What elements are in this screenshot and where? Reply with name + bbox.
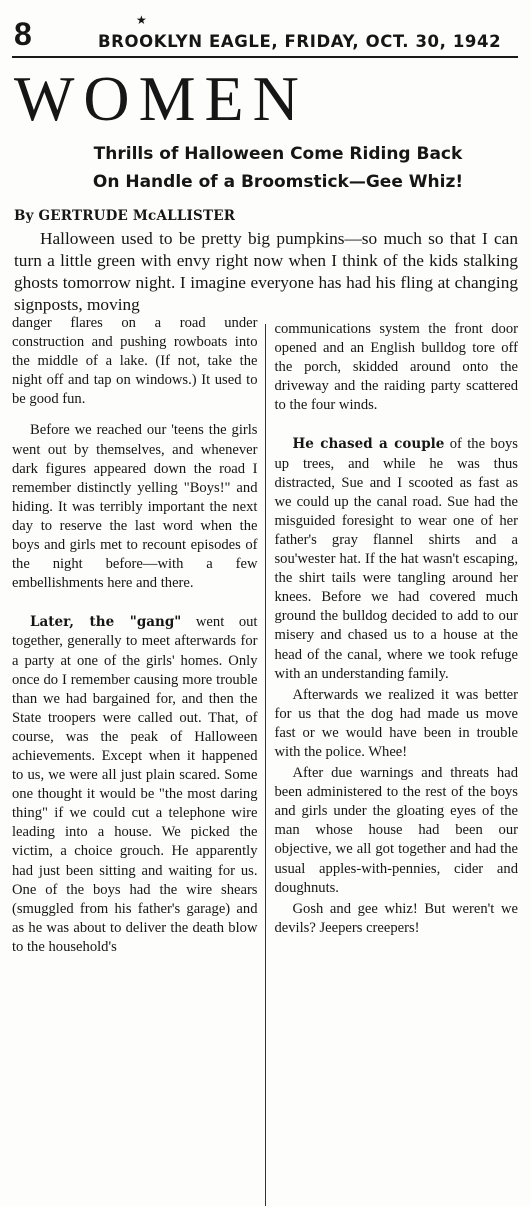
star-icon: ★ bbox=[136, 13, 148, 27]
right-column bbox=[265, 320, 518, 1206]
right-paragraph-3: Afterwards we realized it was better for us that the dog had made us move fast or we would have been in trouble with the police. Whee! bbox=[274, 686, 518, 760]
left-paragraph-3 bbox=[12, 613, 258, 957]
headline-line-1: Thrills of Halloween Come Riding Back bbox=[93, 144, 463, 164]
right-paragraph-1: communications system the front door opened and an English bulldog tore off the porch, skidded around onto the driveway and the raiding party scattered to the four winds. bbox=[274, 321, 518, 414]
left-paragraph-3-body: went out together, generally to meet afterwards for a party at one of the girls' homes. Only once do I remember causing more trouble than we had bargained for, and then the State troopers were called out. That, of course, was the peak of Halloween achievements. Except when it happened to us, we were all just plain scared. Some one thought it would be "the most daring thing" if we could cut a telephone wire leading into a house. We picked the victim, a choice grouch. He apparently had just been sitting and waiting for us. One of the boys had the wire shears (smuggled from his father's garage) and as he was about to deliver the death blow to the household's bbox=[12, 614, 258, 955]
section-title: WOMEN bbox=[14, 63, 308, 134]
right-paragraph-4: After due warnings and threats had been administered to the rest of the boys and girls under the gloating eyes of the man whose house had been our objective, we all got together and had the usual apples-with-pennies, cider and doughnuts. bbox=[274, 765, 518, 896]
masthead-rule bbox=[12, 56, 518, 58]
left-column bbox=[12, 314, 265, 1206]
masthead-publication-line bbox=[98, 13, 502, 51]
left-paragraph-3-lead-in: Later, the "gang" bbox=[30, 614, 182, 631]
article-columns bbox=[12, 316, 518, 1206]
article-byline: By GERTRUDE McALLISTER bbox=[14, 208, 236, 224]
publication-line-text: BROOKLYN EAGLE, FRIDAY, OCT. 30, 1942 bbox=[98, 32, 502, 51]
page-number: 8 bbox=[14, 16, 32, 52]
left-paragraph-1: danger flares on a road under construction and pushing rowboats into the middle of a lake. (If not, take the night off and tap on windows.) It used to be good fun. bbox=[12, 315, 258, 408]
right-paragraph-5: Gosh and gee whiz! But weren't we devils? Jeepers creepers! bbox=[274, 900, 518, 936]
headline-line-2: On Handle of a Broomstick—Gee Whiz! bbox=[92, 172, 464, 192]
left-paragraph-2: Before we reached our 'teens the girls went out by themselves, and whenever dark figures appeared down the road I remember distinctly yelling "Boys!" and hiding. It was terribly important the next day to reserve the last word when the boys and girls met to recount episodes of the night before—with a few embellishments here and there. bbox=[12, 422, 258, 592]
right-paragraph-2 bbox=[274, 435, 518, 683]
right-paragraph-2-body: of the boys up trees, and while he was thus distracted, Sue and I scooted as fast as we could up the canal road. Sue had the misguided foresight to wear one of her father's gray flannel shirts and a sou'wester hat. If the hat wasn't escaping, the shirt tails were tangling around her knees. Before we had covered much ground the bulldog decided to add to our misery and chased us to a house at the head of the canal, where we took refuge with an understanding family. bbox=[274, 436, 518, 682]
article-headline bbox=[38, 140, 518, 196]
lead-paragraph-block bbox=[14, 228, 518, 316]
right-paragraph-2-lead-in: He chased a couple bbox=[292, 436, 445, 453]
lead-paragraph: Halloween used to be pretty big pumpkins—so much so that I can turn a little green with envy right now when I think of the kids stalking ghosts tomorrow night. I imagine everyone has had his fling at changing signposts, moving bbox=[14, 229, 518, 314]
page-folio bbox=[12, 0, 518, 56]
